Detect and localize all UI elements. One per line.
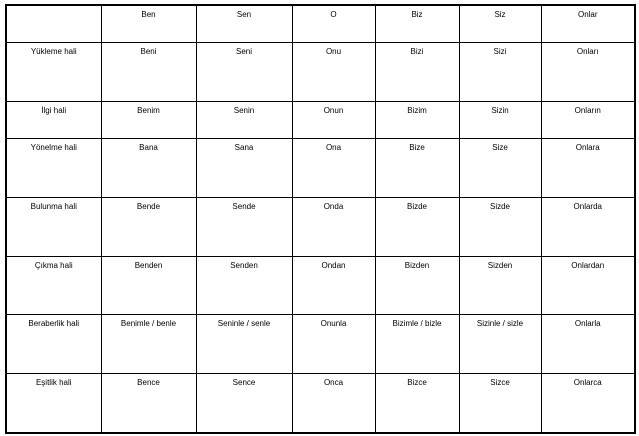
table-cell: Onca: [292, 373, 375, 433]
header-row: [6, 5, 635, 42]
column-header-cell: Biz: [375, 5, 459, 42]
table-row: [6, 314, 635, 373]
table-cell: Bizimle / bizle: [375, 314, 459, 373]
table-row: [6, 138, 635, 197]
table-cell: Bize: [375, 138, 459, 197]
table-cell: Benim: [101, 101, 196, 138]
table-row: [6, 197, 635, 256]
column-header-cell: Ben: [101, 5, 196, 42]
table-cell: Ona: [292, 138, 375, 197]
pronoun-case-table: [5, 4, 636, 434]
table-cell: Bizim: [375, 101, 459, 138]
table-cell: Sizde: [459, 197, 541, 256]
column-header-cell: Siz: [459, 5, 541, 42]
table-cell: Ondan: [292, 256, 375, 314]
table-cell: Seni: [196, 42, 292, 101]
table-cell: Bizce: [375, 373, 459, 433]
table-cell: Bizde: [375, 197, 459, 256]
corner-cell: [6, 5, 101, 42]
table-cell: Sana: [196, 138, 292, 197]
table-row: [6, 42, 635, 101]
row-header-cell: Beraberlik hali: [6, 314, 101, 373]
table-cell: Bana: [101, 138, 196, 197]
table-row: [6, 373, 635, 433]
table-cell: Onlarca: [541, 373, 635, 433]
table-cell: Onunla: [292, 314, 375, 373]
row-header-cell: Eşitlik hali: [6, 373, 101, 433]
row-header-cell: Yönelme hali: [6, 138, 101, 197]
table-cell: Sizin: [459, 101, 541, 138]
table-cell: Onda: [292, 197, 375, 256]
table-cell: Onlarla: [541, 314, 635, 373]
column-header-cell: Sen: [196, 5, 292, 42]
table-cell: Benimle / benle: [101, 314, 196, 373]
table-cell: Sizi: [459, 42, 541, 101]
table-cell: Size: [459, 138, 541, 197]
row-header-cell: Bulunma hali: [6, 197, 101, 256]
table-row: [6, 101, 635, 138]
table-cell: Sizinle / sizle: [459, 314, 541, 373]
row-header-cell: Çıkma hali: [6, 256, 101, 314]
table-cell: Onlardan: [541, 256, 635, 314]
table-cell: Onlarda: [541, 197, 635, 256]
table-cell: Benden: [101, 256, 196, 314]
table-cell: Onları: [541, 42, 635, 101]
table-cell: Bence: [101, 373, 196, 433]
table-cell: Sizce: [459, 373, 541, 433]
table-cell: Sizden: [459, 256, 541, 314]
table-cell: Onun: [292, 101, 375, 138]
column-header-cell: O: [292, 5, 375, 42]
table-cell: Sende: [196, 197, 292, 256]
table-cell: Senin: [196, 101, 292, 138]
table-cell: Beni: [101, 42, 196, 101]
table-cell: Onu: [292, 42, 375, 101]
table-cell: Sence: [196, 373, 292, 433]
table-row: [6, 256, 635, 314]
table-cell: Onlara: [541, 138, 635, 197]
row-header-cell: İlgi hali: [6, 101, 101, 138]
table-cell: Onların: [541, 101, 635, 138]
table-cell: Bizi: [375, 42, 459, 101]
table-cell: Bizden: [375, 256, 459, 314]
column-header-cell: Onlar: [541, 5, 635, 42]
table-cell: Senden: [196, 256, 292, 314]
table-cell: Seninle / senle: [196, 314, 292, 373]
table-body: [6, 5, 635, 433]
table-cell: Bende: [101, 197, 196, 256]
row-header-cell: Yükleme hali: [6, 42, 101, 101]
